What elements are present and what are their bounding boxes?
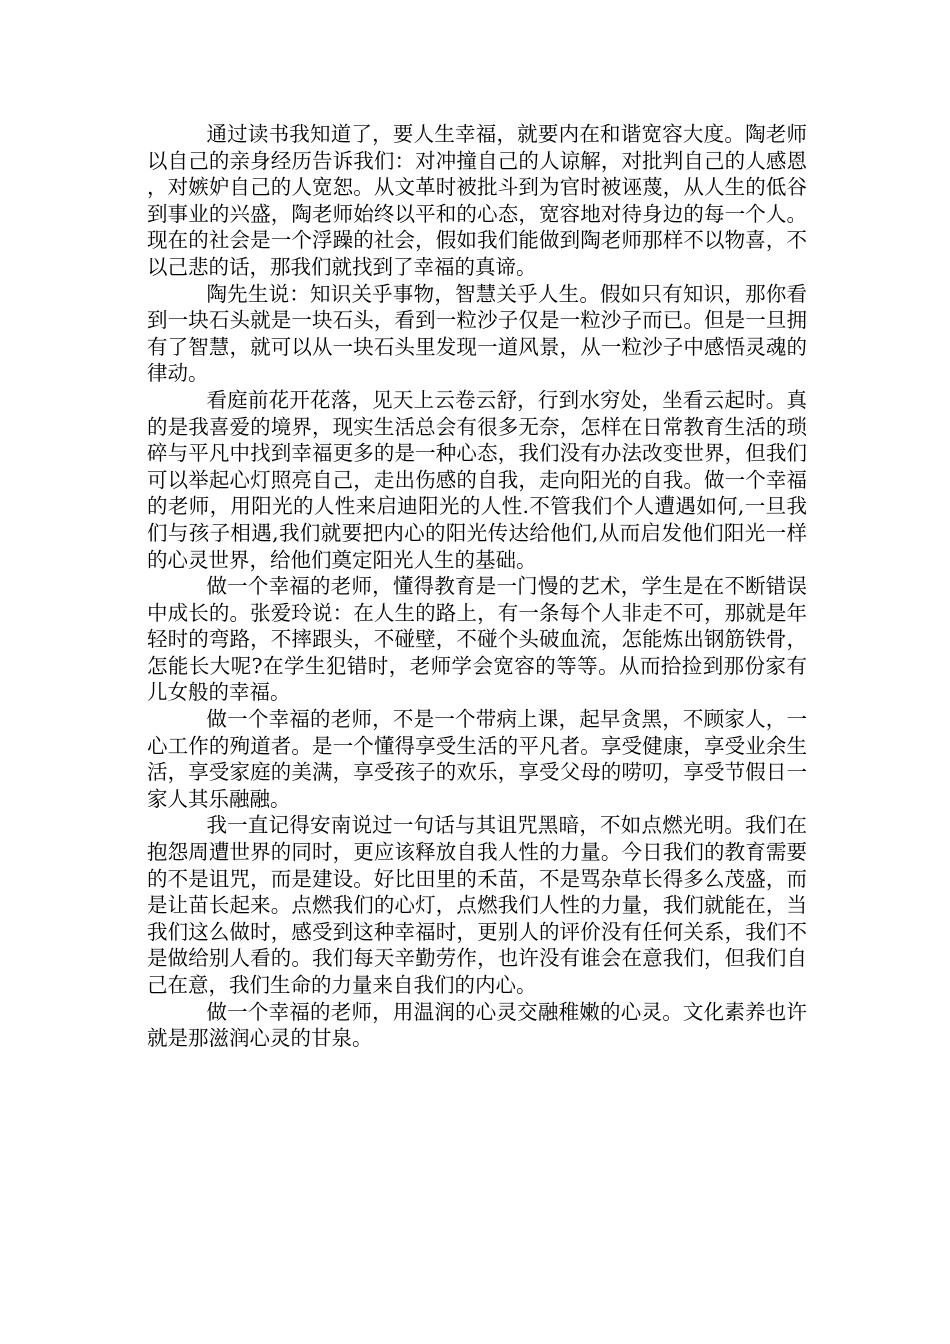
paragraph-4: 做一个幸福的老师，懂得教育是一门慢的艺术，学生是在不断错误中成长的。张爱玲说：在人生的路上，有一条每个人非走不可，那就是年轻时的弯路，不摔跟头，不碰壁，不碰个头破血流，怎能炼出钢筋铁骨，怎能长大呢?在学生犯错时，老师学会宽容的等等。从而拾捡到那份家有儿女般的幸福。	[147, 574, 807, 705]
paragraph-6: 我一直记得安南说过一句话与其诅咒黑暗，不如点燃光明。我们在抱怨周遭世界的同时，更应该释放自我人性的力量。今日我们的教育需要的不是诅咒，而是建设。好比田里的禾苗，不是骂杂草长得多么茂盛，而是让苗长起来。点燃我们的心灯，点燃我们人性的力量，我们就能在，当我们这么做时，感受到这种幸福时，更别人的评价没有任何关系，我们不是做给别人看的。我们每天辛勤劳作，也许没有谁会在意我们，但我们自己在意，我们生命的力量来自我们的内心。	[147, 813, 807, 997]
paragraph-7: 做一个幸福的老师，用温润的心灵交融稚嫩的心灵。文化素养也许就是那滋润心灵的甘泉。	[147, 999, 807, 1051]
document-body	[147, 121, 807, 1052]
paragraph-3: 看庭前花开花落，见天上云卷云舒，行到水穷处，坐看云起时。真的是我喜爱的境界，现实生活总会有很多无奈，怎样在日常教育生活的琐碎与平凡中找到幸福更多的是一种心态，我们没有办法改变世界，但我们可以举起心灯照亮自己，走出伤感的自我，走向阳光的自我。做一个幸福的老师，用阳光的人性来启迪阳光的人性.不管我们个人遭遇如何,一旦我们与孩子相遇,我们就要把内心的阳光传达给他们,从而启发他们阳光一样的心灵世界，给他们奠定阳光人生的基础。	[147, 387, 807, 572]
paragraph-1: 通过读书我知道了，要人生幸福，就要内在和谐宽容大度。陶老师以自己的亲身经历告诉我们：对冲撞自己的人谅解，对批判自己的人感恩，对嫉妒自己的人宽恕。从文革时被批斗到为官时被诬蔑，从人生的低谷到事业的兴盛，陶老师始终以平和的心态，宽容地对待身边的每一个人。现在的社会是一个浮躁的社会，假如我们能做到陶老师那样不以物喜，不以己悲的话，那我们就找到了幸福的真谛。	[147, 122, 807, 279]
paragraph-5: 做一个幸福的老师，不是一个带病上课，起早贪黑，不顾家人，一心工作的殉道者。是一个懂得享受生活的平凡者。享受健康，享受业余生活，享受家庭的美满，享受孩子的欢乐，享受父母的唠叨，享受节假日一家人其乐融融。	[147, 707, 807, 811]
paragraph-2: 陶先生说：知识关乎事物，智慧关乎人生。假如只有知识，那你看到一块石头就是一块石头，看到一粒沙子仅是一粒沙子而已。但是一旦拥有了智慧，就可以从一块石头里发现一道风景，从一粒沙子中感悟灵魂的律动。	[147, 281, 807, 386]
